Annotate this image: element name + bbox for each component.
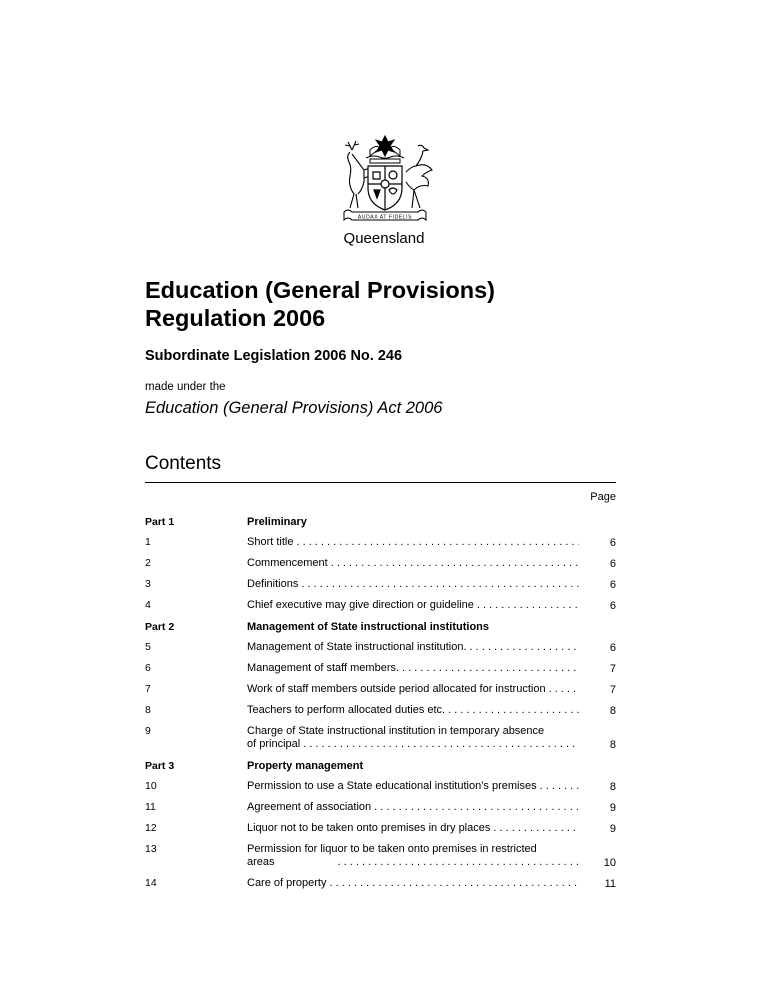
part-title: Management of State instructional institutions [247, 620, 490, 633]
page-number: 6 [609, 558, 616, 570]
section-number: 8 [145, 704, 151, 716]
section-number: 11 [145, 801, 156, 813]
page-number: 7 [609, 684, 616, 696]
section-title: Work of staff members outside period allocated for instruction [247, 683, 546, 695]
toc-entry[interactable] [145, 797, 616, 818]
part-title: Preliminary [247, 515, 307, 528]
section-number: 5 [145, 641, 151, 653]
section-title-line-1: Charge of State instructional institution in temporary absence [247, 725, 545, 737]
part-label: Part 1 [145, 515, 175, 528]
svg-text:AUDAX AT FIDELIS: AUDAX AT FIDELIS [357, 214, 413, 221]
queensland-coat-of-arms [330, 132, 440, 228]
toc-entry[interactable] [145, 776, 616, 797]
part-title: Property management [247, 759, 364, 772]
stag-supporter-icon [345, 141, 370, 208]
jurisdiction-name: Queensland [343, 230, 425, 247]
title-line-2: Regulation 2006 [145, 305, 326, 331]
crest-top-icon [366, 136, 404, 163]
section-number: 7 [145, 683, 151, 695]
toc-entry[interactable] [145, 574, 616, 595]
dot-leader [540, 780, 579, 793]
section-number: 3 [145, 578, 151, 590]
section-number: 6 [145, 662, 151, 674]
toc-entry[interactable] [145, 721, 616, 755]
part-label: Part 3 [145, 759, 175, 772]
section-title: Teachers to perform allocated duties etc. [247, 704, 446, 716]
toc-part-heading[interactable] [145, 511, 616, 532]
section-title: Agreement of association [247, 801, 372, 813]
toc-part-heading[interactable] [145, 616, 616, 637]
dot-leader [549, 683, 579, 696]
part-label: Part 2 [145, 620, 175, 633]
section-title: Management of staff members. [247, 662, 400, 674]
section-number: 4 [145, 599, 151, 611]
toc-entry[interactable] [145, 700, 616, 721]
dot-leader [331, 557, 579, 570]
dot-leader [493, 822, 579, 835]
dot-leader [374, 801, 579, 814]
dot-leader [296, 536, 579, 549]
dot-leader [329, 877, 579, 890]
dot-leader [448, 704, 579, 717]
page-number: 8 [609, 739, 616, 751]
subordinate-legislation-number: Subordinate Legislation 2006 No. 246 [145, 348, 403, 364]
toc-entry[interactable] [145, 595, 616, 616]
section-number: 2 [145, 557, 151, 569]
section-number: 14 [145, 877, 157, 889]
toc-part-heading[interactable] [145, 755, 616, 776]
contents-divider [145, 482, 616, 483]
page-number: 9 [609, 802, 616, 814]
section-title-line-2: areas [247, 856, 275, 868]
toc-entry[interactable] [145, 637, 616, 658]
section-title: Definitions [247, 578, 299, 590]
dot-leader [477, 599, 579, 612]
made-under-label: made under the [145, 381, 226, 393]
section-number: 13 [145, 843, 157, 855]
page-number: 6 [609, 600, 616, 612]
page-number: 6 [609, 579, 616, 591]
enabling-act-title: Education (General Provisions) Act 2006 [145, 399, 443, 417]
section-title: Care of property [247, 877, 327, 889]
toc-entry[interactable] [145, 873, 616, 894]
section-number: 10 [145, 780, 157, 792]
section-title: Short title [247, 536, 294, 548]
dot-leader [402, 662, 579, 675]
page-column-label: Page [590, 491, 616, 503]
page-number: 9 [609, 823, 616, 835]
dot-leader [338, 856, 579, 869]
section-number: 9 [145, 725, 151, 737]
page-number: 6 [609, 537, 616, 549]
dot-leader [301, 578, 579, 591]
title-line-1: Education (General Provisions) [145, 277, 495, 303]
section-title: Liquor not to be taken onto premises in dry places [247, 822, 491, 834]
dot-leader [470, 641, 579, 654]
section-title: Permission to use a State educational institution’s premises [247, 780, 537, 792]
toc-entry[interactable] [145, 532, 616, 553]
toc-entry[interactable] [145, 839, 616, 873]
section-title: Chief executive may give direction or guideline [247, 599, 474, 611]
toc-entry[interactable] [145, 679, 616, 700]
page-number: 6 [609, 642, 616, 654]
section-title-line-2: of principal [247, 738, 301, 750]
toc-entry[interactable] [145, 818, 616, 839]
toc-entry[interactable] [145, 658, 616, 679]
section-number: 12 [145, 822, 157, 834]
page-number: 8 [609, 705, 616, 717]
toc-entry[interactable] [145, 553, 616, 574]
brolga-supporter-icon [406, 145, 432, 208]
page-number: 8 [609, 781, 616, 793]
section-title: Management of State instructional institution. [247, 641, 467, 653]
section-title-line-1: Permission for liquor to be taken onto premises in restricted [247, 843, 537, 855]
shield-icon [368, 166, 402, 210]
page-number: 11 [604, 878, 616, 890]
page-number: 7 [609, 663, 616, 675]
section-title: Commencement [247, 557, 328, 569]
motto-scroll-icon [344, 210, 426, 221]
page-number: 10 [603, 857, 616, 869]
dot-leader [303, 738, 579, 751]
table-of-contents [145, 511, 616, 894]
contents-heading: Contents [145, 453, 222, 474]
section-number: 1 [145, 536, 151, 548]
regulation-title [145, 276, 665, 332]
